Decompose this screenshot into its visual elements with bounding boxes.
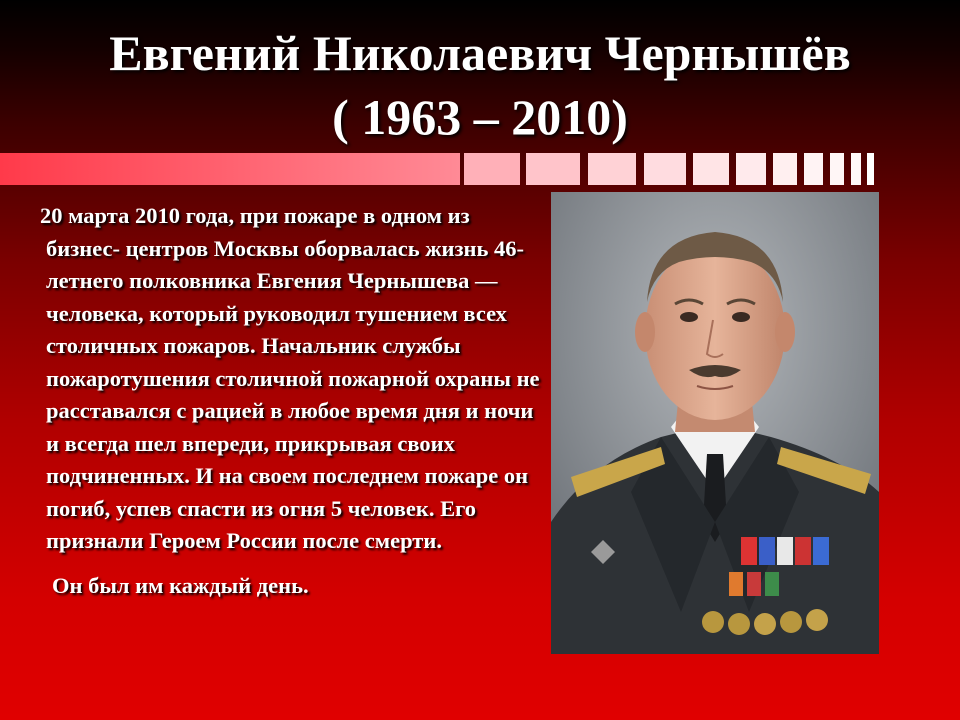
slide-title-name: Евгений Николаевич Чернышёв <box>109 25 851 81</box>
portrait-photo <box>551 192 879 654</box>
slide-title-years: ( 1963 – 2010) <box>332 89 628 145</box>
biography-text <box>40 200 540 602</box>
biography-paragraph: 20 марта 2010 года, при пожаре в одном из бизнес- центров Москвы оборвалась жизнь 46-летнего полковника Евгения Чернышева — человека, который руководил тушением всех столичных пожаров. Начальник службы пожаротушения столичной пожарной охраны не расставался с рацией в любое время дня и ночи и всегда шел впереди, прикрывая своих подчиненных. И на своем последнем пожаре он погиб, успев спасти из огня 5 человек. Его признали Героем России после смерти. <box>40 203 540 553</box>
closing-line: Он был им каждый день. <box>52 572 309 598</box>
decorative-stripe <box>0 153 960 185</box>
